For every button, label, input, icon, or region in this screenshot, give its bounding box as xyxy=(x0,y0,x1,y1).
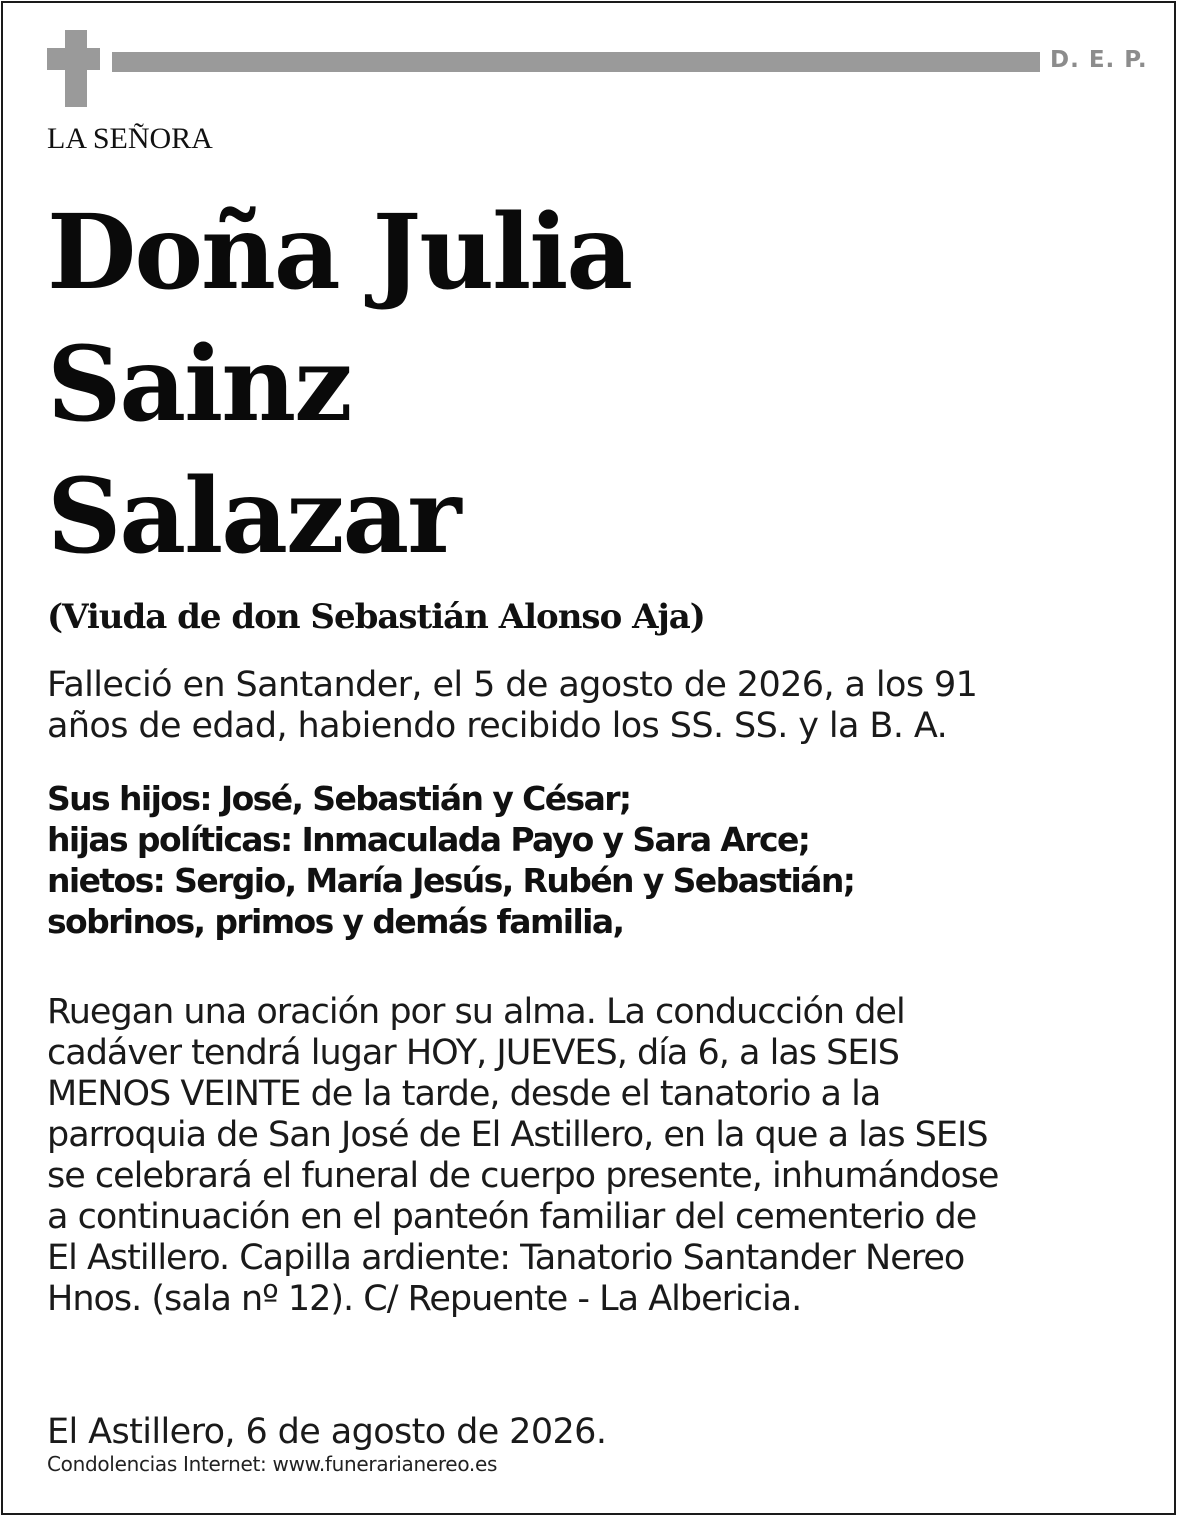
dep-label: D. E. P. xyxy=(1050,47,1148,73)
ceremony-line: parroquia de San José de El Astillero, en la que a las SEIS xyxy=(47,1115,988,1155)
ceremony-line: Hnos. (sala nº 12). C/ Repuente - La Albericia. xyxy=(47,1279,802,1319)
death-notice-line: Falleció en Santander, el 5 de agosto de 2026, a los 91 xyxy=(47,665,978,705)
family-line: Sus hijos: José, Sebastián y César; xyxy=(47,779,631,818)
ceremony-line: cadáver tendrá lugar HOY, JUEVES, día 6, a las SEIS xyxy=(47,1033,899,1073)
family-line: nietos: Sergio, María Jesús, Rubén y Sebastián; xyxy=(47,861,855,900)
place-date-line: El Astillero, 6 de agosto de 2026. xyxy=(47,1412,607,1452)
family-line: hijas políticas: Inmaculada Payo y Sara Arce; xyxy=(47,820,810,859)
name-line: Salazar xyxy=(47,456,460,577)
ceremony-details xyxy=(47,992,998,1320)
ceremony-line: se celebrará el funeral de cuerpo presente, inhumándose xyxy=(47,1156,999,1196)
family-list xyxy=(47,778,854,942)
family-line: sobrinos, primos y demás familia, xyxy=(47,902,624,941)
widow-subtitle: (Viuda de don Sebastián Alonso Aja) xyxy=(47,597,705,637)
cross-horizontal xyxy=(47,48,100,70)
ceremony-line: a continuación en el panteón familiar del cementerio de xyxy=(47,1197,977,1237)
header-rule xyxy=(112,52,1040,72)
ceremony-line: Ruegan una oración por su alma. La conducción del xyxy=(47,992,905,1032)
deceased-name xyxy=(47,187,631,583)
name-line: Sainz xyxy=(47,324,351,445)
honorific-label: LA SEÑORA xyxy=(47,122,213,155)
place-date xyxy=(47,1412,606,1453)
ceremony-line: MENOS VEINTE de la tarde, desde el tanatorio a la xyxy=(47,1074,881,1114)
ceremony-line: El Astillero. Capilla ardiente: Tanatorio Santander Nereo xyxy=(47,1238,965,1278)
death-notice xyxy=(47,665,977,747)
condolences-footer: Condolencias Internet: www.funerarianereo.es xyxy=(47,1452,498,1476)
death-notice-line: años de edad, habiendo recibido los SS. SS. y la B. A. xyxy=(47,706,948,746)
name-line: Doña Julia xyxy=(47,192,632,313)
